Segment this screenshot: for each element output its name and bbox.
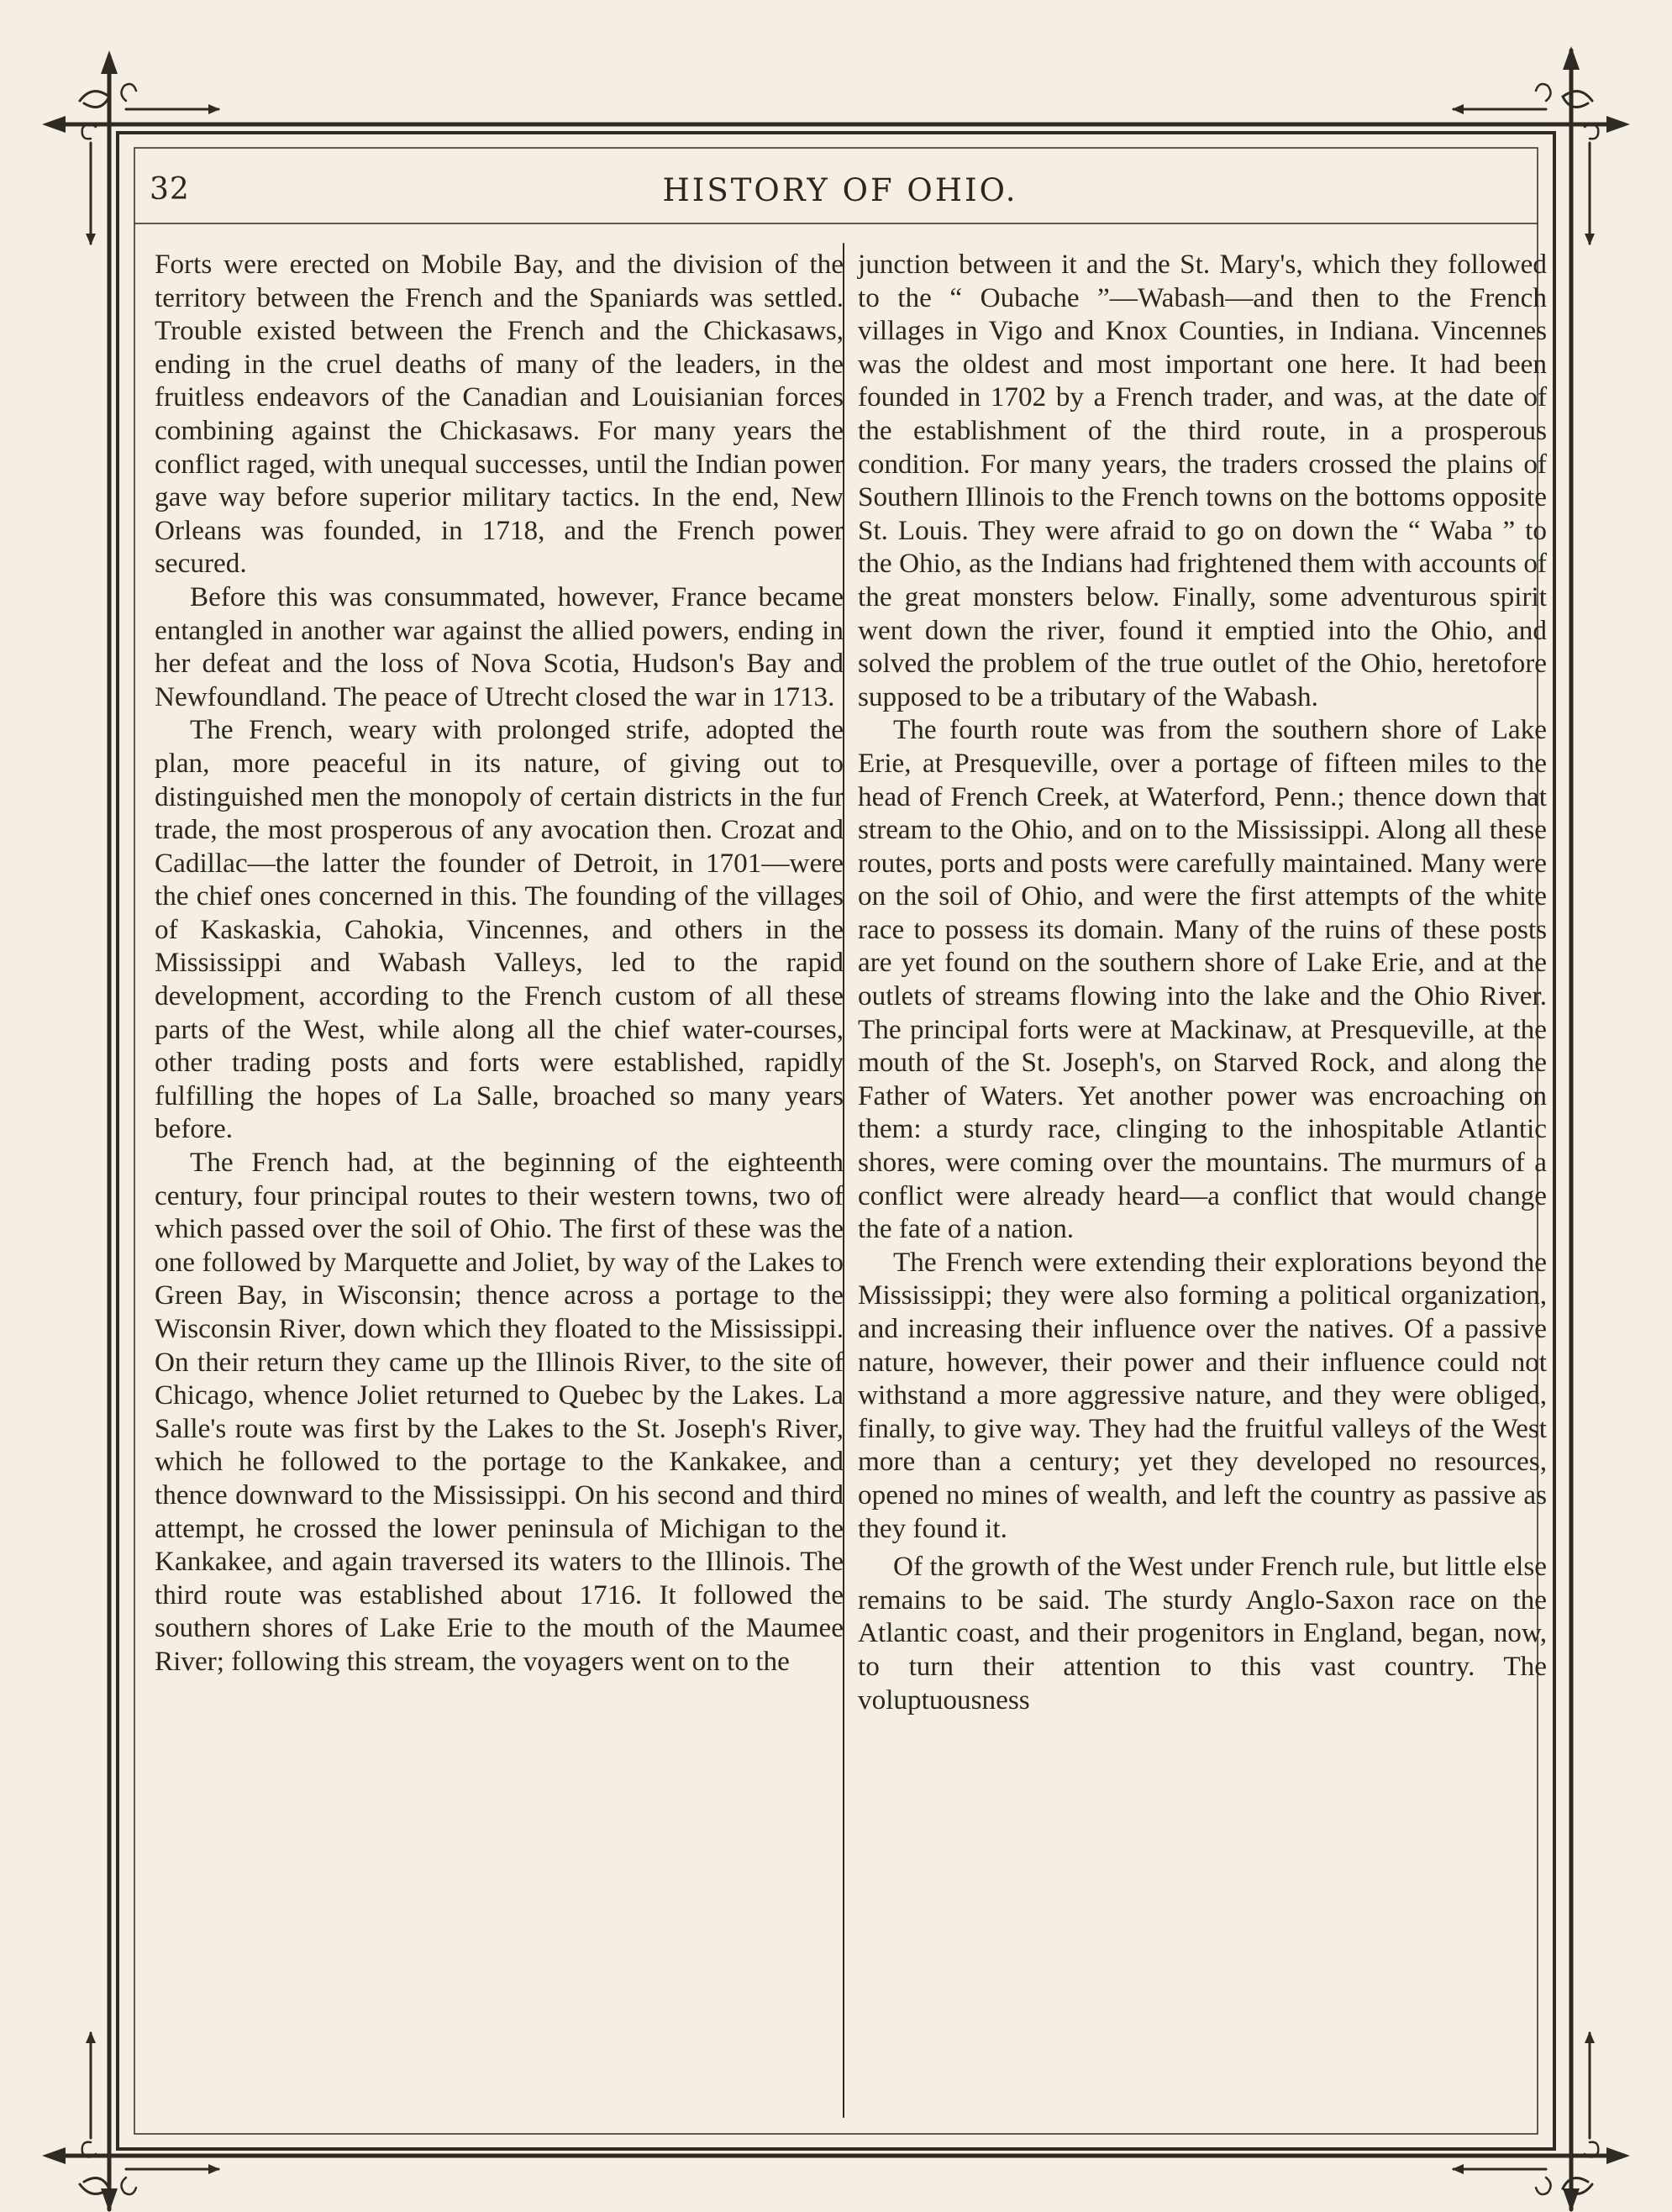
running-title: HISTORY OF OHIO. [662,172,1018,208]
paragraph: The French, weary with prolonged strife, adopted the plan, more peaceful in its nature, of giving out to distinguished men the monopoly of certain districts in the fur trade, the most prosperous of any avocation then. Crozat and Cadillac—the latter the founder of Detroit, in 1701—were the chief ones concerned in this. The founding of the villages of Kaskaskia, Cahokia, Vincennes, and others in the Mississippi and Wabash Valleys, led to the rapid development, according to the French custom of all these parts of the West, while along all the chief water-courses, other trading posts and forts were established, rapidly fulfilling the hopes of La Salle, broached so many years before. [155,714,844,1145]
paragraph: The fourth route was from the southern shore of Lake Erie, at Presqueville, over a portage of fifteen miles to the head of French Creek, at Waterford, Penn.; thence down that stream to the Ohio, and on to the Mississippi. Along all these routes, ports and posts were carefully maintained. Many were on the soil of Ohio, and were the first attempts of the white race to possess its domain. Many of the ruins of these posts are yet found on the southern shore of Lake Erie, and at the outlets of streams flowing into the lake and the Ohio River. The principal forts were at Mackinaw, at Presqueville, at the mouth of the St. Joseph's, on Starved Rock, and along the Father of Waters. Yet another power was encroaching on them: a sturdy race, clinging to the inhospitable Atlantic shores, were coming over the mountains. The murmurs of a conflict were already heard—a conflict that would change the fate of a nation. [858,714,1547,1245]
page-header [134,172,1546,214]
paragraph: The French were extending their explorations beyond the Mississippi; they were also forming a political organization, and increasing their influence over the natives. Of a passive nature, however, their power and their influence could not withstand a more aggressive nature, and they were obliged, finally, to give way. They had the fruitful valleys of the West more than a century; yet they developed no resources, opened no mines of wealth, and left the country as passive as they found it. [858,1246,1547,1544]
paragraph: junction between it and the St. Mary's, which they followed to the “ Oubache ”—Wabash—and then to the French villages in Vigo and Knox Counties, in Indiana. Vincennes was the oldest and most important one here. It had been founded in 1702 by a French trader, and was, at the date of the establishment of the third route, in a prosperous condition. For many years, the traders crossed the plains of Southern Illinois to the French towns on the bottoms opposite St. Louis. They were afraid to go on down the “ Waba ” to the Ohio, as the Indians had frightened them with accounts of the great monsters below. Finally, some adventurous spirit went down the river, found it emptied into the Ohio, and solved the problem of the true outlet of the Ohio, heretofore supposed to be a tributary of the Wabash. [858,249,1547,712]
paragraph: Of the growth of the West under French rule, but little else remains to be said. The sturdy Anglo-Saxon race on the Atlantic coast, and their progenitors in England, began, now, to turn their attention to this vast country. The voluptuousness [858,1551,1547,1715]
right-text-column [858,248,1547,1716]
paragraph: Forts were erected on Mobile Bay, and the division of the territory between the French and the Spaniards was settled. Trouble existed between the French and the Chickasaws, ending in the cruel deaths of many of the leaders, in the fruitless endeavors of the Canadian and Louisianian forces combining against the Chickasaws. For many years the conflict raged, with unequal successes, until the Indian power gave way before superior military tactics. In the end, New Orleans was founded, in 1718, and the French power secured. [155,249,844,580]
page-number: 32 [150,172,190,207]
paragraph: The French had, at the beginning of the eighteenth century, four principal routes to their western towns, two of which passed over the soil of Ohio. The first of these was the one followed by Marquette and Joliet, by way of the Lakes to Green Bay, in Wisconsin; thence across a portage to the Wisconsin River, down which they floated to the Mississippi. On their return they came up the Illinois River, to the site of Chicago, whence Joliet returned to Quebec by the Lakes. La Salle's route was first by the Lakes to the St. Joseph's River, which he followed to the portage to the Kankakee, and thence downward to the Mississippi. On his second and third attempt, he crossed the lower peninsula of Michigan to the Kankakee, and again traversed its waters to the Illinois. The third route was established about 1716. It followed the southern shores of Lake Erie to the mouth of the Maumee River; following this stream, the voyagers went on to the [155,1147,844,1677]
paragraph: Before this was consummated, however, France became entangled in another war against the allied powers, ending in her defeat and the loss of Nova Scotia, Hudson's Bay and Newfoundland. The peace of Utrecht closed the war in 1713. [155,581,844,712]
left-text-column [155,248,844,1679]
